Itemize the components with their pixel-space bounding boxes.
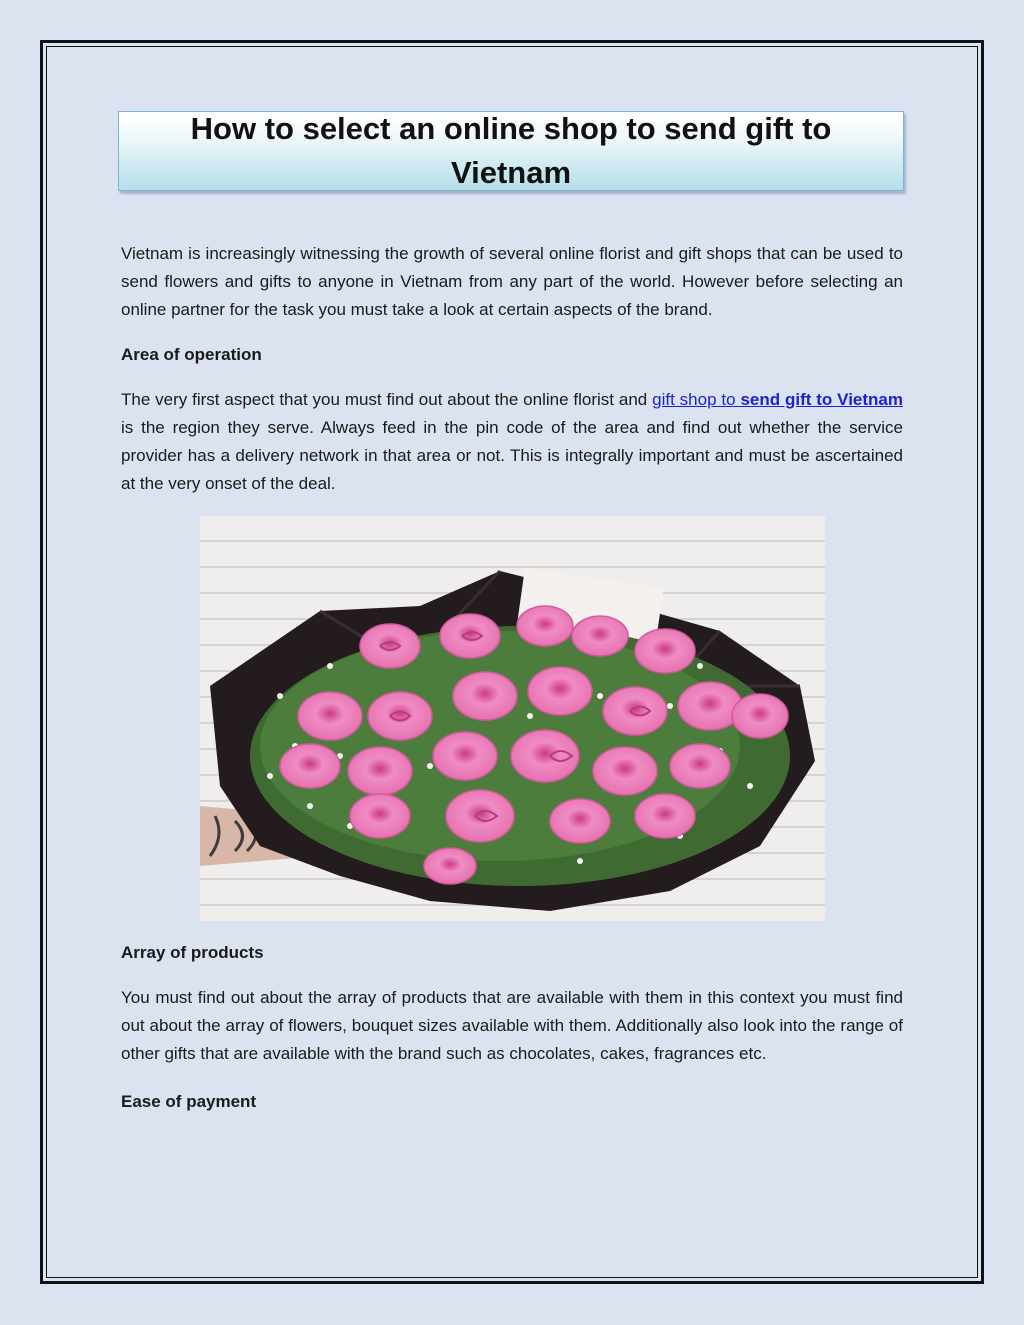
area-text-after: is the region they serve. Always feed in the pin code of the area and find out whether the service provider has a delivery network in that area or not. This is integrally important and must be ascertained at the very onset of the deal. [121,418,903,493]
link-plain-text: gift shop to [652,390,741,409]
title-banner [118,111,904,191]
products-section [121,939,903,1133]
area-paragraph [121,386,903,498]
article-body [121,240,903,518]
intro-paragraph: Vietnam is increasingly witnessing the growth of several online florist and gift shops that can be used to send flowers and gifts to anyone in Vietnam from any part of the world. However before selecting an online partner for the task you must take a look at certain aspects of the brand. [121,244,903,319]
heading-area-of-operation: Area of operation [121,345,262,364]
bouquet-illustration [200,516,825,921]
heading-ease-of-payment: Ease of payment [121,1092,257,1111]
page-title: How to select an online shop to send gift to Vietnam [190,111,832,190]
rose-bouquet-photo [200,516,825,921]
send-gift-link[interactable] [652,390,903,409]
products-paragraph: You must find out about the array of products that are available with them in this context you must find out about the array of flowers, bouquet sizes available with them. Additionally also look into the range of other gifts that are available with the brand such as chocolates, cakes, fragrances etc. [121,988,903,1063]
area-text-before: The very first aspect that you must find out about the online florist and [121,390,653,409]
link-bold-text: send gift to Vietnam [740,390,903,409]
heading-array-of-products: Array of products [121,943,264,962]
